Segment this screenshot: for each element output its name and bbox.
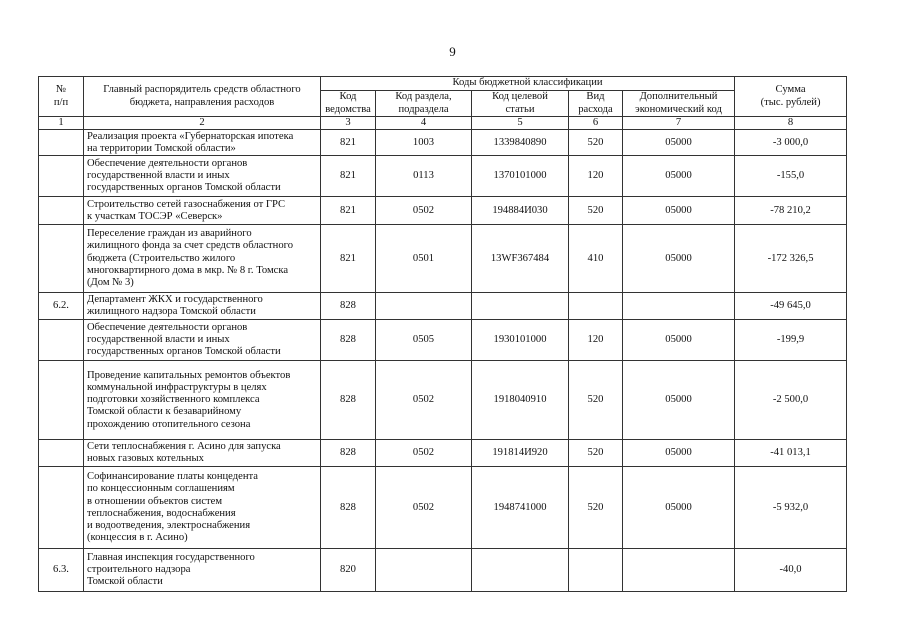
column-number: 1 [39,117,84,130]
header-col-kind [569,91,623,117]
header-col-section [376,91,472,117]
cell-target: 1948741000 [472,467,569,549]
cell-section: 0502 [376,467,472,549]
cell-target: 13WF367484 [472,225,569,293]
cell-section: 0113 [376,156,472,197]
header-col-kind-label: Вид расхода [578,91,613,115]
cell-section: 0502 [376,440,472,467]
column-number: 2 [84,117,321,130]
column-number-row [39,117,847,130]
header-col-num-label: № п/п [53,84,69,108]
table-row [39,197,847,225]
table-row [39,361,847,440]
cell-section: 0502 [376,361,472,440]
cell-target [472,293,569,320]
cell-num [39,156,84,197]
cell-extra: 05000 [623,197,735,225]
cell-kind [569,293,623,320]
cell-kind: 410 [569,225,623,293]
cell-name: Обеспечение деятельности органов государственной власти и иных государственных органов Томской области [84,156,321,197]
header-col-sum-label: Сумма (тыс. рублей) [760,84,821,108]
header-col-target-label: Код целевой статьи [492,91,548,115]
header-group-codes-label: Коды бюджетной классификации [452,77,603,89]
cell-extra: 05000 [623,156,735,197]
cell-num [39,225,84,293]
cell-dept: 828 [321,293,376,320]
cell-section [376,549,472,592]
column-number: 5 [472,117,569,130]
cell-dept: 828 [321,361,376,440]
cell-extra [623,293,735,320]
budget-table [38,76,847,592]
cell-kind: 520 [569,130,623,156]
cell-section: 0505 [376,320,472,361]
header-col-extra [623,91,735,117]
cell-target: 194884И030 [472,197,569,225]
cell-dept: 821 [321,225,376,293]
cell-num: 6.2. [39,293,84,320]
header-col-sum [735,77,847,117]
cell-target: 1339840890 [472,130,569,156]
header-col-name-label: Главный распорядитель средств областного бюджета, направления расходов [103,84,301,108]
cell-sum: -49 645,0 [735,293,847,320]
cell-sum: -5 932,0 [735,467,847,549]
cell-dept: 828 [321,320,376,361]
cell-section [376,293,472,320]
cell-sum: -41 013,1 [735,440,847,467]
cell-name: Проведение капитальных ремонтов объектов коммунальной инфраструктуры в целях подготовки хозяйственного комплекса Томской области к безаварийному прохождению отопительного сезона [84,361,321,440]
cell-num [39,130,84,156]
cell-dept: 821 [321,156,376,197]
cell-target: 1930101000 [472,320,569,361]
cell-num [39,197,84,225]
cell-kind: 120 [569,156,623,197]
cell-name: Строительство сетей газоснабжения от ГРС к участкам ТОСЭР «Северск» [84,197,321,225]
cell-num: 6.3. [39,549,84,592]
column-number: 6 [569,117,623,130]
header-col-dept-label: Код ведомства [325,91,371,115]
cell-target: 1918040910 [472,361,569,440]
table-row [39,320,847,361]
cell-kind: 520 [569,197,623,225]
cell-kind: 120 [569,320,623,361]
table-row [39,440,847,467]
header-col-target [472,91,569,117]
column-number: 4 [376,117,472,130]
cell-name: Главная инспекция государственного строительного надзора Томской области [84,549,321,592]
cell-extra [623,549,735,592]
cell-name: Софинансирование платы концедента по концессионным соглашениям в отношении объектов систем теплоснабжения, водоснабжения и водоотведения, электроснабжения (концессия в г. Асино) [84,467,321,549]
cell-kind [569,549,623,592]
column-number: 7 [623,117,735,130]
cell-extra: 05000 [623,130,735,156]
table-row [39,225,847,293]
cell-num [39,320,84,361]
column-number: 8 [735,117,847,130]
cell-dept: 828 [321,440,376,467]
table-row [39,156,847,197]
page-number: 9 [449,44,456,59]
cell-sum: -155,0 [735,156,847,197]
cell-kind: 520 [569,440,623,467]
cell-section: 1003 [376,130,472,156]
cell-name: Департамент ЖКХ и государственного жилищного надзора Томской области [84,293,321,320]
cell-sum: -3 000,0 [735,130,847,156]
cell-name: Реализация проекта «Губернаторская ипотека на территории Томской области» [84,130,321,156]
cell-num [39,467,84,549]
cell-dept: 828 [321,467,376,549]
cell-extra: 05000 [623,361,735,440]
cell-sum: -40,0 [735,549,847,592]
cell-target: 191814И920 [472,440,569,467]
cell-sum: -78 210,2 [735,197,847,225]
header-col-num [39,77,84,117]
cell-sum: -172 326,5 [735,225,847,293]
header-group-codes [321,77,735,91]
table-body [39,130,847,592]
cell-section: 0502 [376,197,472,225]
table-row [39,549,847,592]
cell-target [472,549,569,592]
cell-num [39,361,84,440]
cell-section: 0501 [376,225,472,293]
table-row [39,293,847,320]
cell-name: Сети теплоснабжения г. Асино для запуска новых газовых котельных [84,440,321,467]
table-row [39,467,847,549]
cell-kind: 520 [569,467,623,549]
column-number: 3 [321,117,376,130]
cell-target: 1370101000 [472,156,569,197]
cell-kind: 520 [569,361,623,440]
cell-extra: 05000 [623,467,735,549]
cell-sum: -199,9 [735,320,847,361]
cell-dept: 821 [321,197,376,225]
cell-num [39,440,84,467]
cell-extra: 05000 [623,225,735,293]
header-col-section-label: Код раздела, подраздела [395,91,452,115]
cell-dept: 820 [321,549,376,592]
cell-name: Обеспечение деятельности органов государственной власти и иных государственных органов Томской области [84,320,321,361]
header-col-name [84,77,321,117]
cell-dept: 821 [321,130,376,156]
cell-extra: 05000 [623,440,735,467]
cell-name: Переселение граждан из аварийного жилищного фонда за счет средств областного бюджета (Строительство жилого многоквартирного дома в мкр. № 8 г. Томска (Дом № 3) [84,225,321,293]
header-col-dept [321,91,376,117]
cell-sum: -2 500,0 [735,361,847,440]
table-row [39,130,847,156]
cell-extra: 05000 [623,320,735,361]
header-col-extra-label: Дополнительный экономический код [635,91,722,115]
